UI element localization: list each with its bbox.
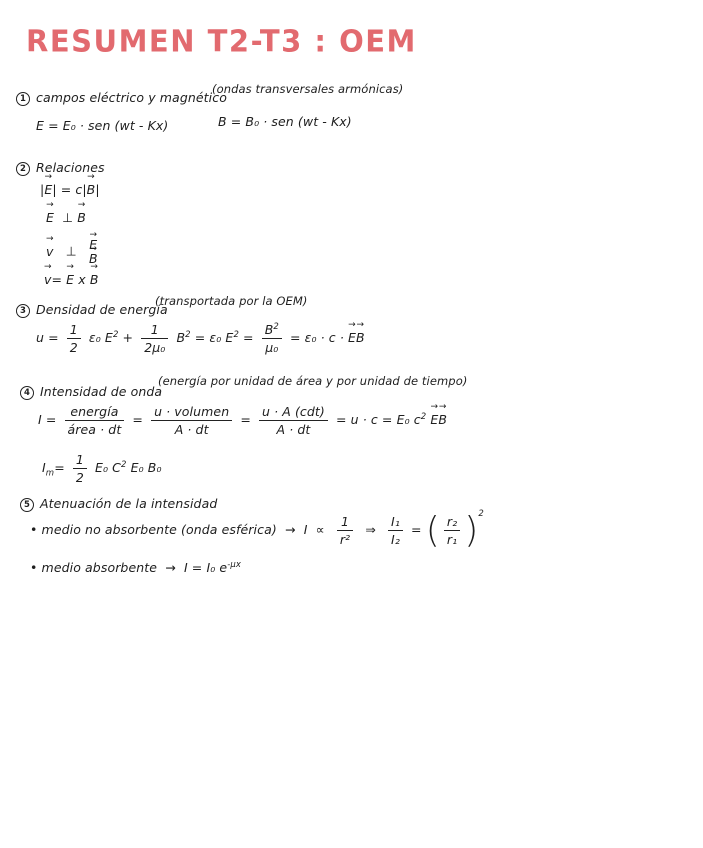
- non-absorbing-medium-row: • medio no absorbente (onda esférica) → I ∝ $\frac{1}{\text{r²}}$ ⇒ $\frac{\text{I₁}}{\text{I₂}}$ = ( $\frac{\text{r₂}}{\text{r₁}}$ )$^2$: [30, 509, 484, 551]
- section-number: 1: [16, 92, 30, 106]
- equation-b-field: B = B₀ · sen (wt - Kx): [218, 114, 352, 129]
- section-3-note: (transportada por la OEM): [155, 294, 308, 308]
- section-3-title: Densidad de energía: [36, 302, 168, 317]
- fraction-denominator: A · dt: [276, 422, 311, 437]
- fraction-denominator: área · dt: [67, 422, 122, 437]
- energy-density-equation: u = $\frac{1}{2}$ ε₀ $E^2$ + $\frac{1}{\text{2μ₀}}$ $B^2 = \varepsilon_0$ $E^2$ = $\frac{B^2}{\text{μ₀}}$ = ε₀ · c · → E→ B: [36, 322, 365, 355]
- section-4-title: Intensidad de onda: [40, 384, 163, 399]
- list-item-label: medio absorbente: [41, 560, 158, 576]
- relation-magnitude: |→ E| = c|→ B|: [40, 182, 100, 197]
- relation-e-perp-b: → E ⊥ → B: [46, 210, 86, 225]
- section-5-title: Atenuación de la intensidad: [40, 496, 218, 511]
- section-3-heading: [16, 302, 168, 318]
- section-number: 5: [20, 498, 34, 512]
- section-4-heading: [20, 384, 162, 400]
- fraction-numerator: energía: [65, 404, 125, 421]
- relation-v-perp: → v ⊥ → E → B: [46, 238, 98, 266]
- page-title: RESUMEN T2-T3 : OEM: [26, 23, 417, 59]
- fraction-denominator: A · dt: [174, 422, 209, 437]
- section-number: 3: [16, 304, 30, 318]
- section-number: 4: [20, 386, 34, 400]
- section-2-title: Relaciones: [36, 160, 105, 175]
- section-number: 2: [16, 162, 30, 176]
- relation-cross-product: → v= → E x → B: [44, 272, 99, 287]
- mean-intensity-equation: $I_m=$ $\frac{1}{2}$ E₀ $C^2$ E₀ B₀: [42, 452, 162, 485]
- list-item-label: medio no absorbente (onda esférica): [41, 522, 277, 537]
- fraction-numerator: u · A (cdt): [259, 404, 328, 421]
- fraction-numerator: u · volumen: [151, 404, 232, 421]
- equation-e-field: E = E₀ · sen (wt - Kx): [36, 118, 169, 133]
- intensity-equation: I = $\frac{\text{energía}}{\text{área · dt}}$ = $\frac{\text{u · volumen}}{A \cdot dt}$ = $\frac{\text{u · A (cdt)}}{A \cdot dt}$ = u · c = E₀ $c^2 \to E\to B$: [38, 404, 447, 437]
- section-1-note: (ondas transversales armónicas): [212, 82, 404, 96]
- section-1-heading: [16, 90, 227, 106]
- section-1-title: campos eléctrico y magnético: [36, 90, 227, 105]
- section-4-note: (energía por unidad de área y por unidad de tiempo): [158, 374, 468, 388]
- absorbing-medium-row: • medio absorbente → I = I₀ $e^{-\mu x}$: [30, 560, 242, 576]
